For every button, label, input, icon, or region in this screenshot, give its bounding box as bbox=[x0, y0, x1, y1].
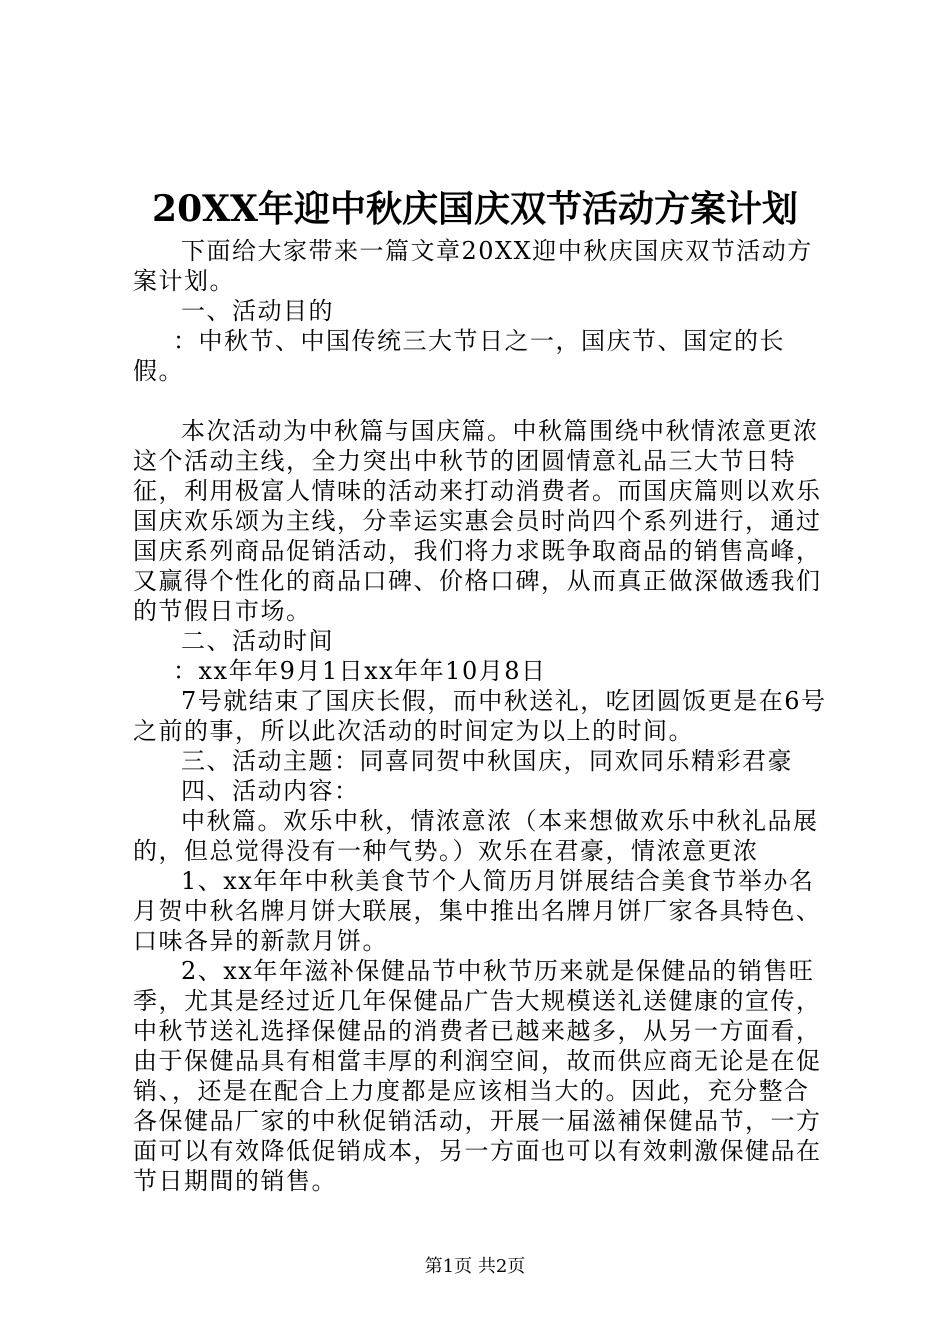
heading-content: 四、活动内容： bbox=[181, 777, 360, 805]
paragraph-purpose: ：中秋节、中国传统三大节日之一，国庆节、国定的长假。 bbox=[133, 327, 785, 385]
page-footer: 第1页 共2页 bbox=[424, 1256, 526, 1277]
paragraph-time-reason: 7号就结束了国庆长假，而中秋送礼，吃团圆饭更是在6号之前的事，所以此次活动的时间定为以上的时间。 bbox=[133, 687, 827, 745]
heading-theme: 三、活动主题：同喜同贺中秋国庆，同欢同乐精彩君豪 bbox=[181, 747, 793, 775]
paragraph-intro: 下面给大家带来一篇文章20XX迎中秋庆国庆双节活动方案计划。 bbox=[133, 237, 813, 295]
document-body bbox=[133, 236, 833, 1196]
blank-line bbox=[133, 386, 833, 416]
paragraph-mid-autumn: 中秋篇。欢乐中秋，情浓意浓（本来想做欢乐中秋礼品展的，但总觉得没有一种气势。）欢乐在君豪，情浓意更浓 bbox=[133, 807, 819, 865]
paragraph-time: ：xx年年9月1日xx年年10月8日 bbox=[173, 657, 547, 685]
heading-purpose: 一、活动目的 bbox=[181, 297, 334, 325]
paragraph-overview: 本次活动为中秋篇与国庆篇。中秋篇围绕中秋情浓意更浓这个活动主线，全力突出中秋节的团圆情意礼品三大节日特征，利用极富人情味的活动来打动消费者。而国庆篇则以欢乐国庆欢乐颂为主线，分幸运实惠会员时尚四个系列进行，通过国庆系列商品促销活动，我们将力求既争取商品的销售高峰，又赢得个性化的商品口碑、价格口碑，从而真正做深做透我们的节假日市场。 bbox=[133, 417, 822, 625]
paragraph-item-2: 2、xx年年滋补保健品节中秋节历来就是保健品的销售旺季，尤其是经过近几年保健品广告大规模送礼送健康的宣传，中秋节送礼选择保健品的消费者已越来越多，从另一方面看，由于保健品具有相當丰厚的利润空间，故而供应商无论是在促销、，还是在配合上力度都是应该相当大的。因此，充分整合各保健品厂家的中秋促销活动，开展一届滋補保健品节，一方面可以有效降低促销成本，另一方面也可以有效剌激保健品在节日期間的销售。 bbox=[133, 957, 822, 1195]
paragraph-item-1: 1、xx年年中秋美食节个人简历月饼展结合美食节举办名月贺中秋名牌月饼大联展，集中推出名牌月饼厂家各具特色、口味各异的新款月饼。 bbox=[133, 867, 822, 955]
heading-time: 二、活动时间 bbox=[181, 627, 334, 655]
document-title: 20XX年迎中秋庆国庆双节活动方案计划 bbox=[152, 188, 798, 230]
